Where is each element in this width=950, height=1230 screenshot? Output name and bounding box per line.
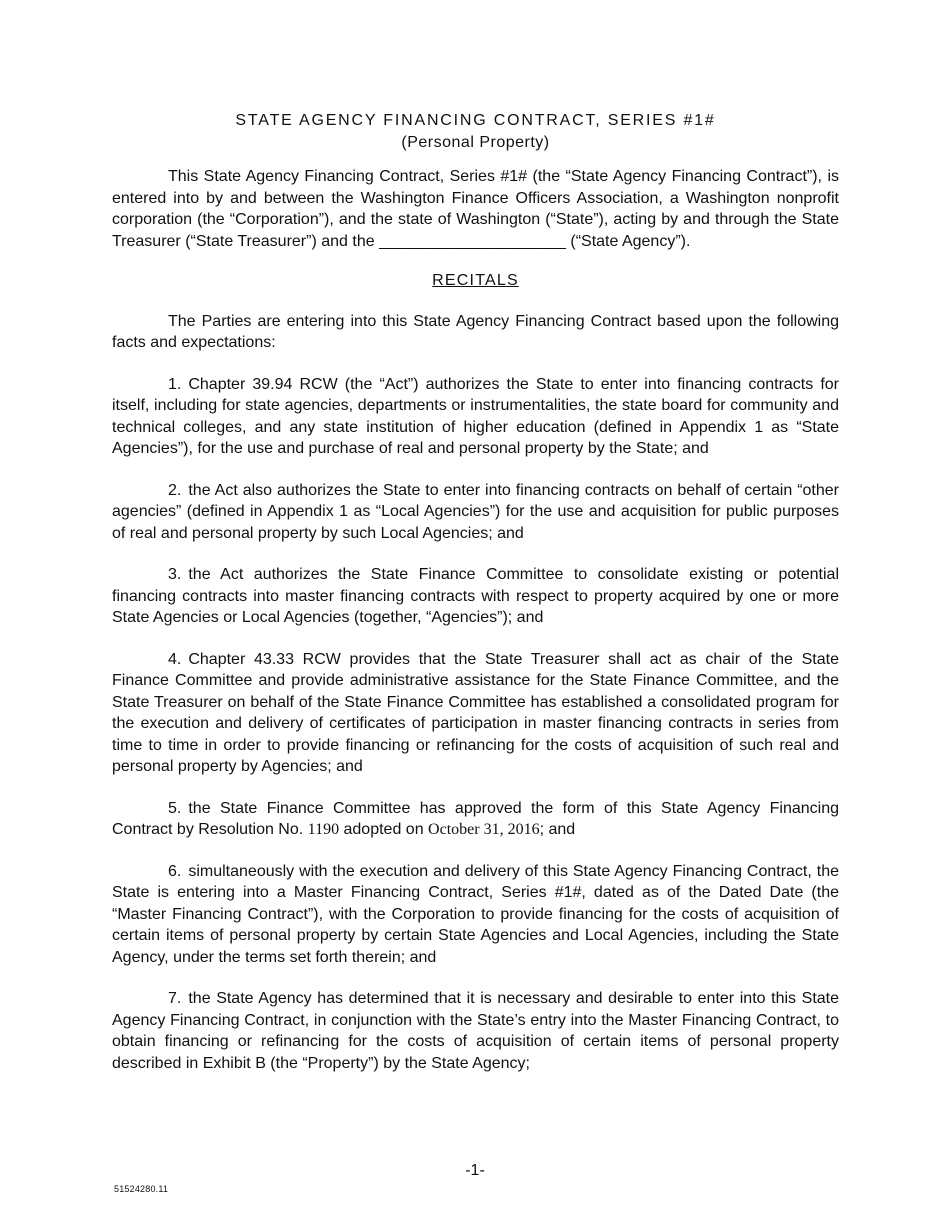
recital-text: ; and	[539, 821, 576, 838]
recital-text: the State Agency has determined that it is necessary and desirable to enter into this State Agency Financing Contract, in conjunction with the State’s entry into the Master Financing Contract, to obtain financing or refinancing for the costs of acquisition of certain items of personal property described in Exhibit B (the “Property”) by the State Agency;	[112, 990, 839, 1072]
recital-3	[112, 564, 839, 629]
document-id: 51524280.11	[114, 1184, 169, 1194]
recital-text: Chapter 43.33 RCW provides that the State Treasurer shall act as chair of the State Finance Committee and provide administrative assistance for the State Finance Committee, and the State Treasurer on behalf of the State Finance Committee has established a consolidated program for the execution and delivery of certificates of participation in master financing contracts in series from time to time in order to provide financing or refinancing for the costs of acquisition of such real and personal property by Agencies; and	[112, 650, 839, 775]
adopted-date: October 31, 2016	[428, 821, 540, 838]
recitals-heading: RECITALS	[432, 272, 519, 289]
recital-7	[112, 988, 839, 1074]
recital-number: 3.	[168, 566, 182, 583]
recital-text: simultaneously with the execution and delivery of this State Agency Financing Contract, the State is entering into a Master Financing Contract, Series #1#, dated as of the Dated Date (the “Master Financing Contract”), with the Corporation to provide financing for the costs of acquisition of certain items of personal property by certain State Agencies and Local Agencies, including the State Agency, under the terms set forth therein; and	[112, 862, 839, 966]
recital-number: 1.	[168, 375, 182, 393]
recital-5	[112, 798, 839, 841]
recital-text: the Act authorizes the State Finance Committee to consolidate existing or potential financing contracts into master financing contracts with respect to property acquired by one or more State Agencies or Local Agencies (together, “Agencies”); and	[112, 566, 839, 626]
recital-number: 6.	[168, 862, 182, 880]
recital-2	[112, 480, 839, 545]
recital-4	[112, 649, 839, 778]
resolution-number: 1190	[307, 821, 340, 838]
recital-number: 2.	[168, 481, 182, 499]
recital-1	[112, 374, 839, 460]
recital-6	[112, 861, 839, 969]
recitals-intro-paragraph: The Parties are entering into this State Agency Financing Contract based upon the following facts and expectations:	[112, 312, 839, 351]
recital-text: adopted on	[339, 821, 429, 838]
page-number: -1-	[465, 1162, 485, 1179]
recital-text: the State Finance Committee has approved the form of this State Agency Financing Contract by Resolution No.	[112, 799, 839, 838]
document-title: STATE AGENCY FINANCING CONTRACT, SERIES #1#	[235, 112, 716, 129]
recital-number: 4.	[168, 650, 182, 668]
document-subtitle: (Personal Property)	[401, 134, 550, 151]
intro-paragraph: This State Agency Financing Contract, Series #1# (the “State Agency Financing Contract”), is entered into by and between the Washington Finance Officers Association, a Washington nonprofit corporation (the “Corporation”), and the state of Washington (“State”), acting by and through the State Treasurer (“State Treasurer”) and the _____________________ (“State Agency”).	[112, 168, 839, 250]
recital-text: Chapter 39.94 RCW (the “Act”) authorizes the State to enter into financing contracts for itself, including for state agencies, departments or instrumentalities, the state board for community and technical colleges, and any state institution of higher education (defined in Appendix 1 as “State Agencies”), for the use and purchase of real and personal property by the State; and	[112, 375, 839, 457]
recital-number: 7.	[168, 990, 182, 1007]
recital-number: 5.	[168, 799, 182, 817]
recital-text: the Act also authorizes the State to enter into financing contracts on behalf of certain “other agencies” (defined in Appendix 1 as “Local Agencies”) for the use and acquisition for public purposes of real and personal property by such Local Agencies; and	[112, 481, 839, 542]
document-page	[112, 110, 839, 1094]
